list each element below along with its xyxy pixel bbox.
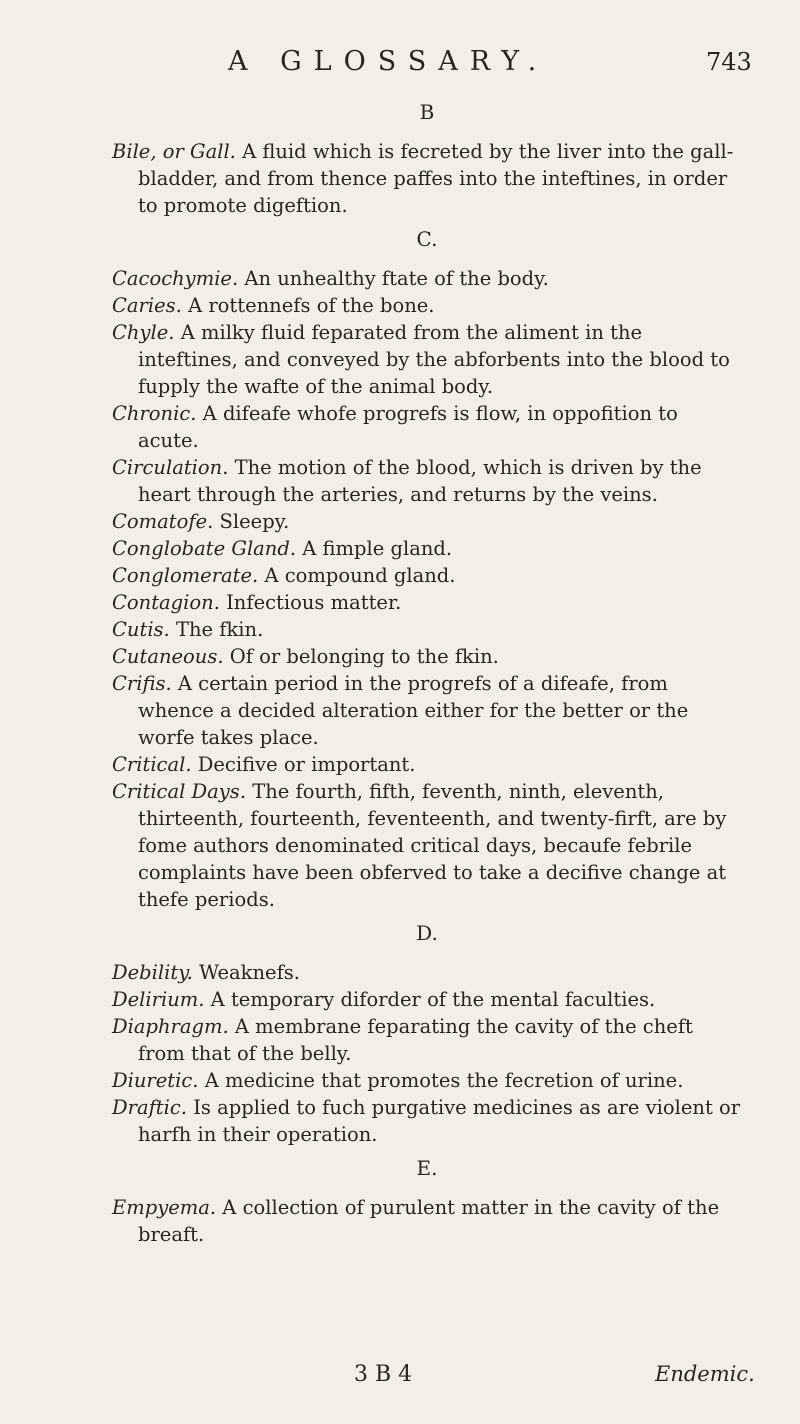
entry-definition: Decifive or important. <box>197 753 416 776</box>
glossary-entry <box>112 1067 742 1094</box>
entry-term: Delirium. <box>112 988 205 1011</box>
glossary-entry <box>112 1013 742 1067</box>
glossary-body <box>112 92 742 1248</box>
entry-term: Conglomerate. <box>112 564 259 587</box>
glossary-entry <box>112 616 742 643</box>
entry-definition: The fourth, fifth, feventh, ninth, eleventh, thirteenth, fourteenth, feventeenth, and twenty-firft, are by fome authors denominated critical days, becaufe febrile complaints have been obferved to take a decifive change at thefe periods. <box>138 780 727 911</box>
section-letter: E. <box>416 1156 438 1180</box>
entry-term: Chyle. <box>112 321 175 344</box>
section-letter: C. <box>416 227 438 251</box>
entry-definition: A certain period in the progrefs of a difeafe, from whence a decided alteration either for the better or the worfe takes place. <box>138 672 689 749</box>
glossary-entry <box>112 778 742 913</box>
entry-term: Diuretic. <box>112 1069 199 1092</box>
entry-term: Cutaneous. <box>112 645 224 668</box>
section-letter: D. <box>416 921 438 945</box>
entry-definition: A fluid which is fecreted by the liver into the gall-bladder, and from thence paffes into the inteftines, in order to promote digeftion. <box>138 140 734 217</box>
entry-term: Empyema. <box>112 1196 217 1219</box>
entry-definition: A medicine that promotes the fecretion of urine. <box>204 1069 684 1092</box>
signature-mark: 3 B 4 <box>354 1362 413 1387</box>
glossary-entry <box>112 986 742 1013</box>
page-footer <box>0 1362 800 1402</box>
entry-definition: A rottennefs of the bone. <box>188 294 435 317</box>
entry-term: Critical Days. <box>112 780 247 803</box>
glossary-entry <box>112 319 742 400</box>
entry-definition: Sleepy. <box>219 510 290 533</box>
entry-term: Comatofe. <box>112 510 214 533</box>
glossary-entry <box>112 454 742 508</box>
entry-definition: A difeafe whofe progrefs is flow, in oppofition to acute. <box>138 402 678 452</box>
glossary-entry <box>112 643 742 670</box>
glossary-entry <box>112 751 742 778</box>
glossary-entry <box>112 1194 742 1248</box>
glossary-entry <box>112 138 742 219</box>
entry-term: Draftic. <box>112 1096 187 1119</box>
entry-term: Diaphragm. <box>112 1015 229 1038</box>
glossary-entry <box>112 959 742 986</box>
glossary-entry <box>112 508 742 535</box>
entry-term: Bile, or Gall. <box>112 140 236 163</box>
glossary-entry <box>112 562 742 589</box>
entry-definition: The fkin. <box>175 618 264 641</box>
entry-definition: A fimple gland. <box>302 537 453 560</box>
entry-definition: A collection of purulent matter in the cavity of the breaft. <box>138 1196 720 1246</box>
section-letter: B <box>419 100 435 124</box>
entry-term: Contagion. <box>112 591 220 614</box>
entry-definition: Is applied to fuch purgative medicines as are violent or harfh in their operation. <box>138 1096 741 1146</box>
page-number: 743 <box>706 48 752 76</box>
entry-term: Cutis. <box>112 618 170 641</box>
entry-term: Circulation. <box>112 456 229 479</box>
glossary-entry <box>112 292 742 319</box>
entry-term: Chronic. <box>112 402 197 425</box>
entry-term: Cacochymie. <box>112 267 239 290</box>
glossary-entry <box>112 400 742 454</box>
entry-definition: A temporary diforder of the mental faculties. <box>210 988 656 1011</box>
catchword: Endemic. <box>655 1362 755 1386</box>
entry-definition: Infectious matter. <box>226 591 402 614</box>
glossary-entry <box>112 265 742 292</box>
glossary-entry <box>112 589 742 616</box>
glossary-entry <box>112 1094 742 1148</box>
entry-definition: The motion of the blood, which is driven by the heart through the arteries, and returns by the veins. <box>138 456 702 506</box>
glossary-entry <box>112 535 742 562</box>
entry-definition: A compound gland. <box>264 564 456 587</box>
entry-term: Conglobate Gland. <box>112 537 297 560</box>
entry-definition: A milky fluid feparated from the aliment in the inteftines, and conveyed by the abforbents into the blood to fupply the wafte of the animal body. <box>138 321 730 398</box>
entry-term: Caries. <box>112 294 182 317</box>
glossary-entry <box>112 670 742 751</box>
running-head <box>0 46 800 86</box>
entry-term: Critical. <box>112 753 192 776</box>
entry-definition: An unhealthy ftate of the body. <box>244 267 549 290</box>
entry-definition: Of or belonging to the fkin. <box>229 645 499 668</box>
entry-definition: Weaknefs. <box>199 961 300 984</box>
entry-definition: A membrane feparating the cavity of the cheft from that of the belly. <box>138 1015 693 1065</box>
entry-term: Crifis. <box>112 672 172 695</box>
page-title: A GLOSSARY. <box>228 46 549 77</box>
entry-term: Debility. <box>112 961 193 984</box>
